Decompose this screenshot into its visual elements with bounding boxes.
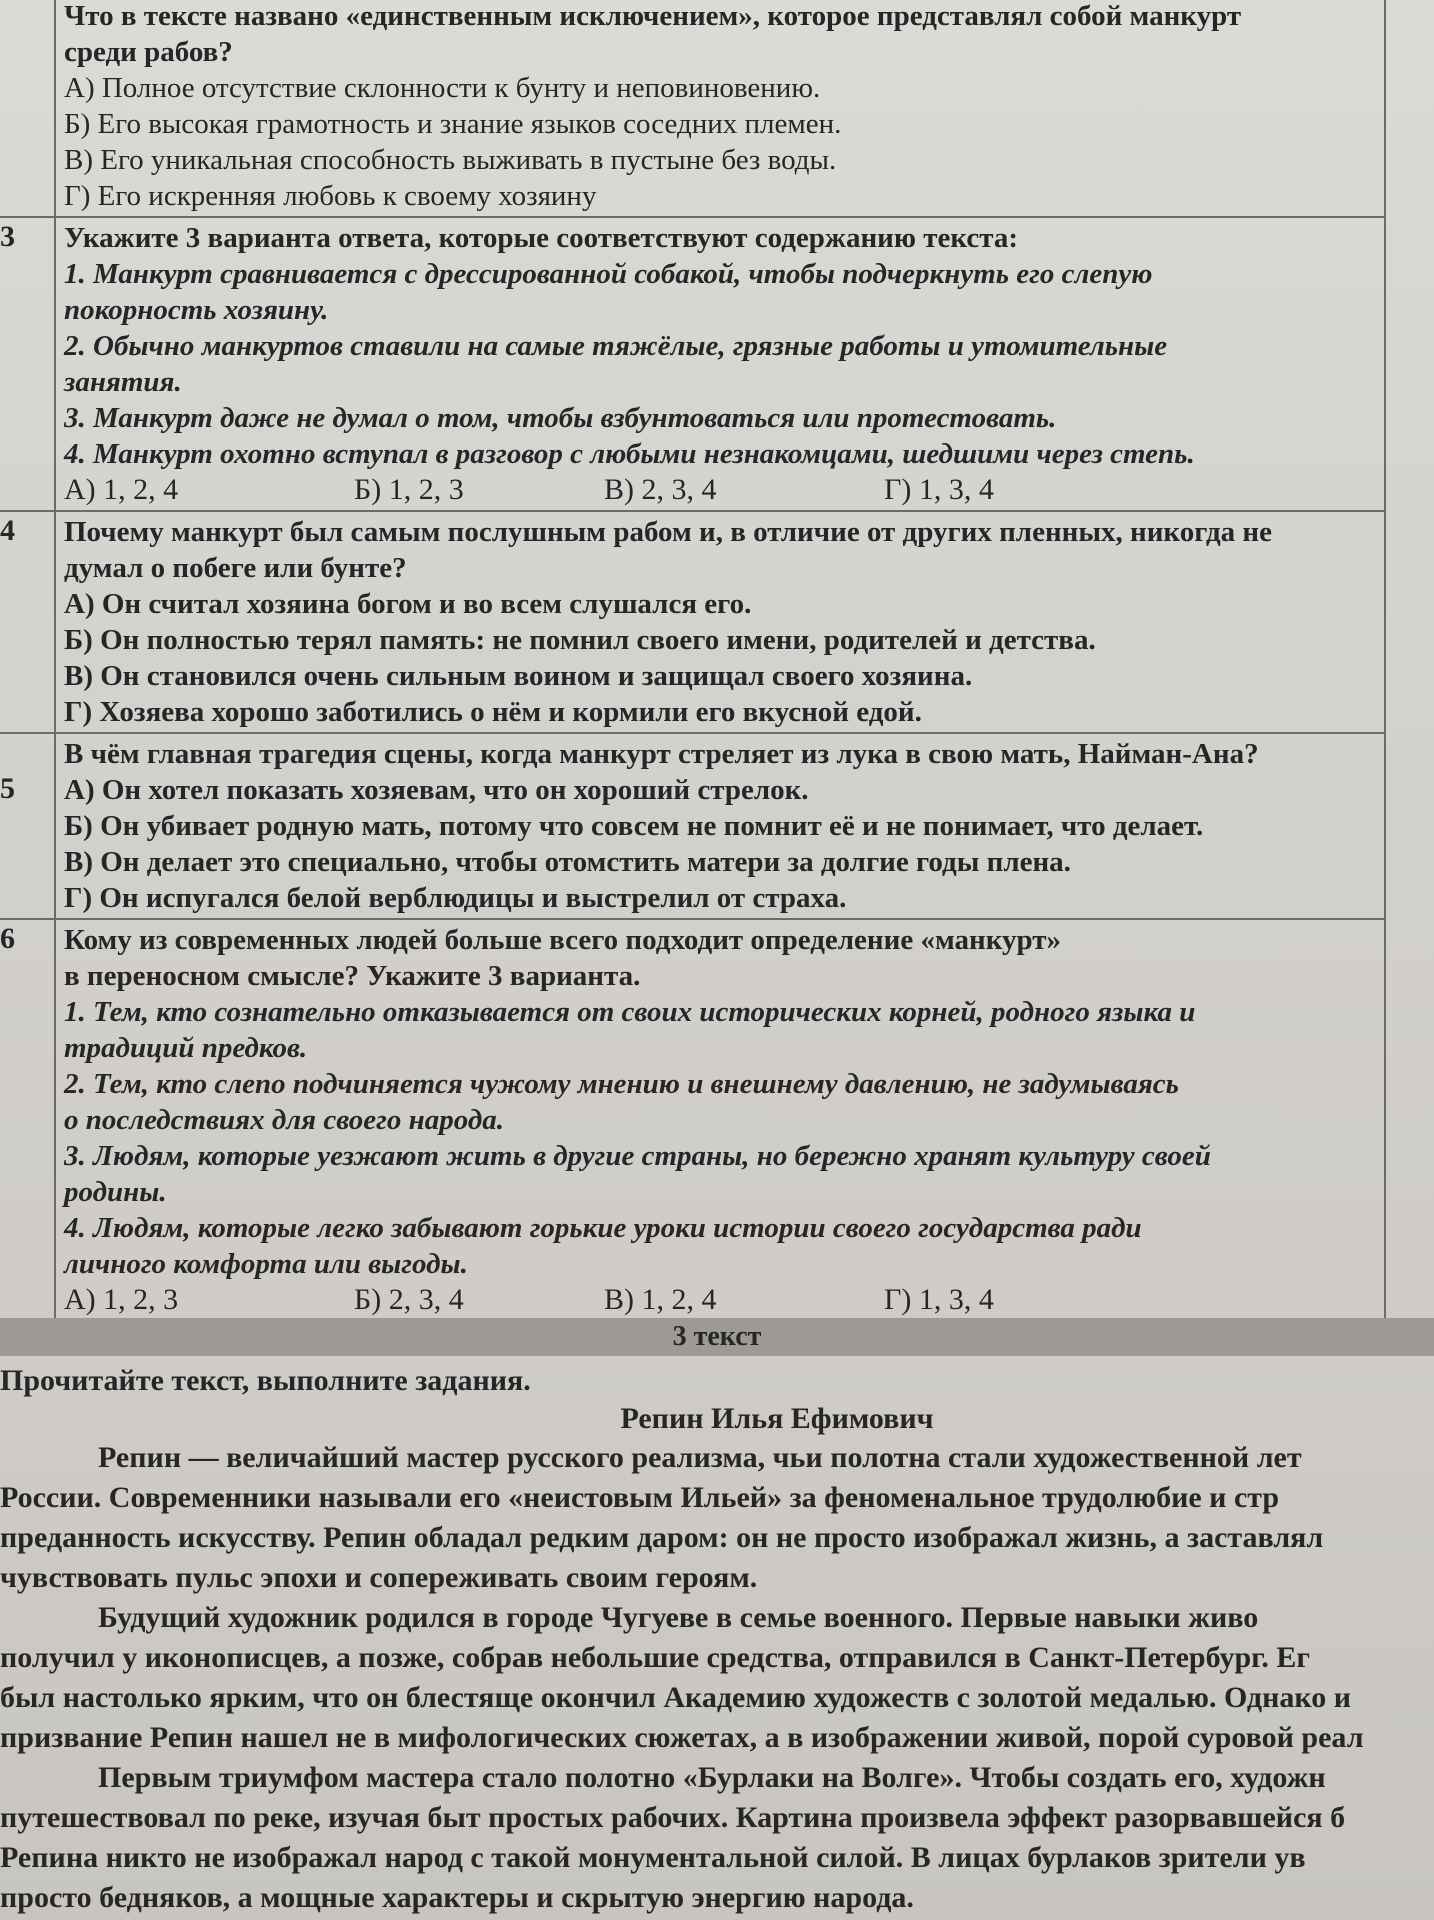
paragraph-line: просто бедняков, а мощные характеры и скрытую энергию народа. xyxy=(0,1881,914,1914)
question-stem: думал о побеге или бунте? xyxy=(64,552,407,584)
statement: занятия. xyxy=(64,366,182,398)
paragraph-line: был настолько ярким, что он блестяще окончил Академию художеств с золотой медалью. Однако и xyxy=(0,1681,1352,1714)
option-b: Б) Его высокая грамотность и знание языков соседних племен. xyxy=(64,108,842,140)
question-stem: Что в тексте названо «единственным исключением», которое представлял собой манкурт xyxy=(64,0,1242,32)
paragraph-line: Будущий художник родился в городе Чугуеве в семье военного. Первые навыки живо xyxy=(98,1601,1259,1634)
question-row xyxy=(0,217,1385,511)
question-body xyxy=(55,511,1385,733)
statement: 3. Манкурт даже не думал о том, чтобы взбунтоваться или протестовать. xyxy=(64,402,1057,434)
answer-c: В) 2, 3, 4 xyxy=(604,473,717,506)
question-stem: Укажите 3 варианта ответа, которые соответствуют содержанию текста: xyxy=(64,222,1018,254)
statement: покорность хозяину. xyxy=(64,294,329,326)
paragraph-line: Первым триумфом мастера стало полотно «Бурлаки на Волге». Чтобы создать его, художн xyxy=(98,1761,1326,1794)
option-c: В) Он делает это специально, чтобы отомстить матери за долгие годы плена. xyxy=(64,846,1071,878)
paragraph-line: получил у иконописцев, а позже, собрав небольшие средства, отправился в Санкт-Петербург. Ег xyxy=(0,1641,1310,1674)
paragraph-line: чувствовать пульс эпохи и сопереживать своим героям. xyxy=(0,1561,758,1594)
reading-text xyxy=(0,1362,1434,1918)
paragraph-line: России. Современники называли его «неистовым Ильей» за феноменальное трудолюбие и стр xyxy=(0,1481,1280,1514)
instruction: Прочитайте текст, выполните задания. xyxy=(0,1364,531,1397)
answer-d: Г) 1, 3, 4 xyxy=(884,1283,994,1316)
statement: личного комфорта или выгоды. xyxy=(64,1248,468,1280)
question-stem: Почему манкурт был самым послушным рабом и, в отличие от других пленных, никогда не xyxy=(64,516,1272,548)
statement: 2. Обычно манкуртов ставили на самые тяжёлые, грязные работы и утомительные xyxy=(64,330,1168,362)
question-number: 3 xyxy=(0,217,55,511)
answer-options xyxy=(64,1282,1376,1318)
option-b: Б) Он полностью терял память: не помнил своего имени, родителей и детства. xyxy=(64,624,1096,656)
question-stem: среди рабов? xyxy=(64,36,233,68)
option-a: А) Он считал хозяина богом и во всем слушался его. xyxy=(64,588,752,620)
statement: традиций предков. xyxy=(64,1032,308,1064)
text-title: Репин Илья Ефимович xyxy=(620,1402,934,1435)
option-a: А) Он хотел показать хозяевам, что он хороший стрелок. xyxy=(64,774,809,806)
paragraph-line: преданность искусству. Репин обладал редким даром: он не просто изображал жизнь, а заставлял xyxy=(0,1521,1324,1554)
option-c: В) Его уникальная способность выживать в пустыне без воды. xyxy=(64,144,837,176)
paragraph-line: путешествовал по реке, изучая быт простых рабочих. Картина произвела эффект разорвавшейся б xyxy=(0,1801,1346,1834)
paragraph-line: Репина никто не изображал народ с такой монументальной силой. В лицах бурлаков зрители ув xyxy=(0,1841,1306,1874)
question-number: 5 xyxy=(0,733,55,919)
option-d: Г) Он испугался белой верблюдицы и выстрелил от страха. xyxy=(64,882,847,914)
statement: 2. Тем, кто слепо подчиняется чужому мнению и внешнему давлению, не задумываясь xyxy=(64,1068,1179,1100)
paragraph-line: призвание Репин нашел не в мифологических сюжетах, а в изображении живой, порой суровой реал xyxy=(0,1721,1364,1754)
answer-c: В) 1, 2, 4 xyxy=(604,1283,717,1316)
option-c: В) Он становился очень сильным воином и защищал своего хозяина. xyxy=(64,660,973,692)
answer-a: А) 1, 2, 3 xyxy=(64,1283,179,1316)
option-b: Б) Он убивает родную мать, потому что совсем не помнит её и не понимает, что делает. xyxy=(64,810,1204,842)
paragraph xyxy=(0,1598,1434,1758)
statement: 1. Манкурт сравнивается с дрессированной собакой, чтобы подчеркнуть его слепую xyxy=(64,258,1153,290)
statement: 4. Людям, которые легко забывают горькие уроки истории своего государства ради xyxy=(64,1212,1142,1244)
statement: 4. Манкурт охотно вступал в разговор с любыми незнакомцами, шедшими через степь. xyxy=(64,438,1195,470)
question-body xyxy=(55,733,1385,919)
question-number xyxy=(0,0,55,217)
answer-b: Б) 2, 3, 4 xyxy=(354,1283,464,1316)
question-row xyxy=(0,0,1385,217)
question-number: 4 xyxy=(0,511,55,733)
question-stem: Кому из современных людей больше всего подходит определение «манкурт» xyxy=(64,924,1062,956)
question-body xyxy=(55,919,1385,1321)
paragraph xyxy=(0,1758,1434,1918)
option-d: Г) Его искренняя любовь к своему хозяину xyxy=(64,180,597,212)
statement: 3. Людям, которые уезжают жить в другие страны, но бережно хранят культуру своей xyxy=(64,1140,1211,1172)
statement: о последствиях для своего народа. xyxy=(64,1104,504,1136)
answer-options xyxy=(64,472,1376,508)
question-number: 6 xyxy=(0,919,55,1321)
question-stem: В чём главная трагедия сцены, когда манкурт стреляет из лука в свою мать, Найман-Ана? xyxy=(64,738,1259,770)
paragraph-line: Репин — величайший мастер русского реализма, чьи полотна стали художественной лет xyxy=(98,1441,1302,1474)
question-row xyxy=(0,733,1385,919)
question-stem: в переносном смысле? Укажите 3 варианта. xyxy=(64,960,641,992)
question-row xyxy=(0,511,1385,733)
question-row xyxy=(0,919,1385,1321)
question-body xyxy=(55,0,1385,217)
answer-d: Г) 1, 3, 4 xyxy=(884,473,994,506)
answer-b: Б) 1, 2, 3 xyxy=(354,473,464,506)
answer-a: А) 1, 2, 4 xyxy=(64,473,179,506)
option-d: Г) Хозяева хорошо заботились о нём и кормили его вкусной едой. xyxy=(64,696,922,728)
statement: родины. xyxy=(64,1176,167,1208)
paragraph xyxy=(0,1438,1434,1598)
option-a: А) Полное отсутствие склонности к бунту и неповиновению. xyxy=(64,72,821,104)
statement: 1. Тем, кто сознательно отказывается от своих исторических корней, родного языка и xyxy=(64,996,1196,1028)
question-body xyxy=(55,217,1385,511)
section-bar: 3 текст xyxy=(0,1318,1434,1356)
